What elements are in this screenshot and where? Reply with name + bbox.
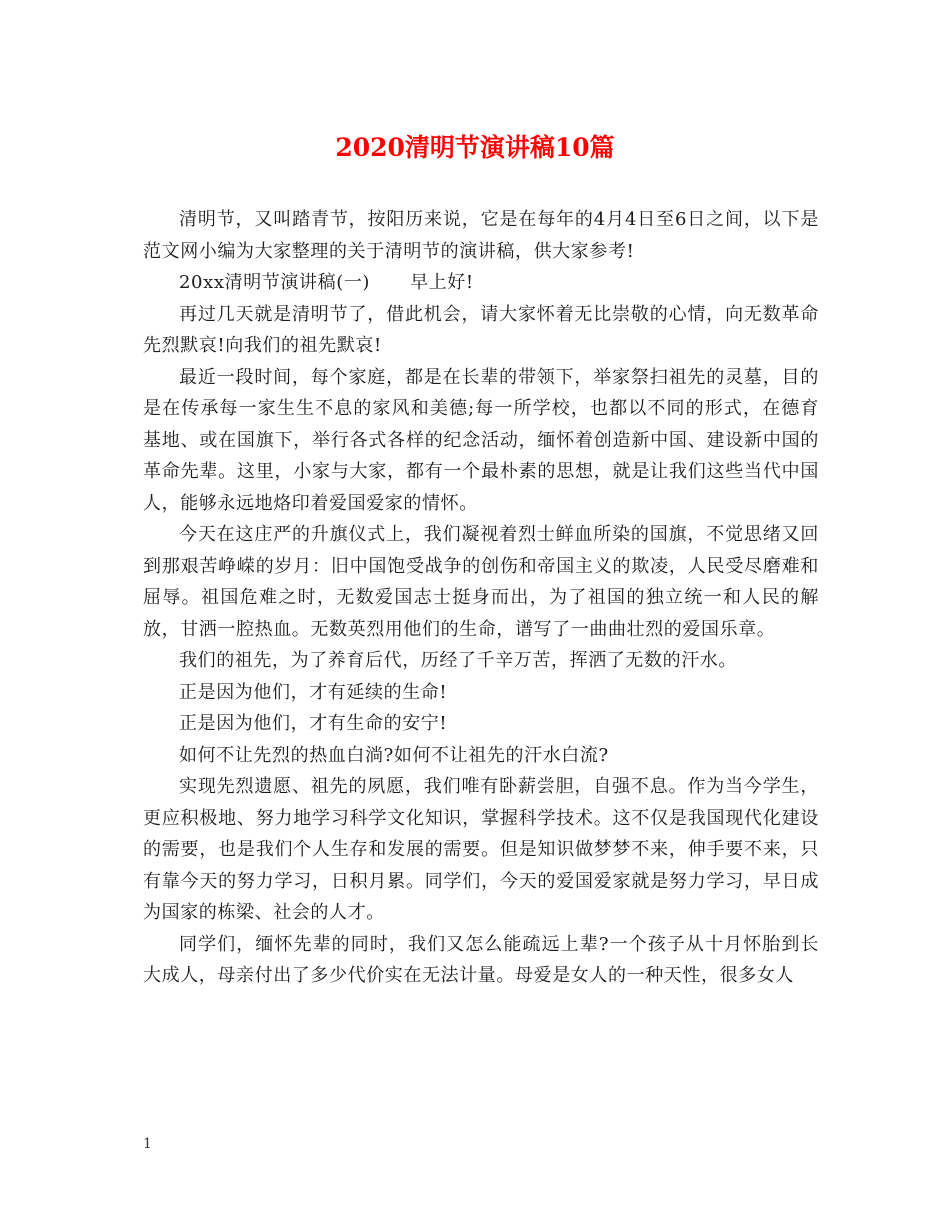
greeting: 早上好! [410, 272, 474, 293]
paragraph: 最近一段时间，每个家庭，都是在长辈的带领下，举家祭扫祖先的灵墓，目的是在传承每一家生生不息的家风和美德;每一所学校，也都以不同的形式，在德育基地、或在国旗下，举行各式各样的纪念活动，缅怀着创造新中国、建设新中国的革命先辈。这里，小家与大家，都有一个最朴素的思想，就是让我们这些当代中国人，能够永远地烙印着爱国爱家的情怀。 [143, 366, 819, 514]
page-number: 1 [143, 1136, 152, 1152]
paragraph-intro: 清明节，又叫踏青节，按阳历来说，它是在每年的4月4日至6日之间，以下是范文网小编为大家整理的关于清明节的演讲稿，供大家参考! [143, 209, 819, 262]
paragraph: 实现先烈遗愿、祖先的夙愿，我们唯有卧薪尝胆，自强不息。作为当今学生，更应积极地、努力地学习科学文化知识，掌握科学技术。这不仅是我国现代化建设的需要，也是我们个人生存和发展的需要。但是知识做梦梦不来，伸手要不来，只有靠今天的努力学习，日积月累。同学们，今天的爱国爱家就是努力学习，早日成为国家的栋梁、社会的人才。 [143, 776, 819, 923]
paragraph: 如何不让先烈的热血白淌?如何不让祖先的汗水白流? [179, 744, 609, 766]
speech-heading: 20xx清明节演讲稿(一) [179, 272, 371, 293]
paragraph: 正是因为他们，才有生命的安宁! [179, 713, 448, 734]
document-title: 2020清明节演讲稿10篇 [335, 133, 615, 162]
paragraph: 正是因为他们，才有延续的生命! [179, 681, 448, 703]
paragraph: 同学们，缅怀先辈的同时，我们又怎么能疏远上辈?一个孩子从十月怀胎到长大成人，母亲付出了多少代价实在无法计量。母爱是女人的一种天性，很多女人 [143, 933, 819, 986]
document-body [143, 204, 819, 992]
speech-heading-line [143, 267, 819, 299]
paragraph: 我们的祖先，为了养育后代，历经了千辛万苦，挥洒了无数的汗水。 [179, 650, 737, 671]
paragraph: 今天在这庄严的升旗仪式上，我们凝视着烈士鲜血所染的国旗，不觉思绪又回到那艰苦峥嵘的岁月：旧中国饱受战争的创伤和帝国主义的欺凌，人民受尽磨难和屈辱。祖国危难之时，无数爱国志士挺身而出，为了祖国的独立统一和人民的解放，甘洒一腔热血。无数英烈用他们的生命，谱写了一曲曲壮烈的爱国乐章。 [143, 524, 819, 640]
paragraph: 再过几天就是清明节了，借此机会，请大家怀着无比崇敬的心情，向无数革命先烈默哀!向我们的祖先默哀! [143, 303, 819, 356]
